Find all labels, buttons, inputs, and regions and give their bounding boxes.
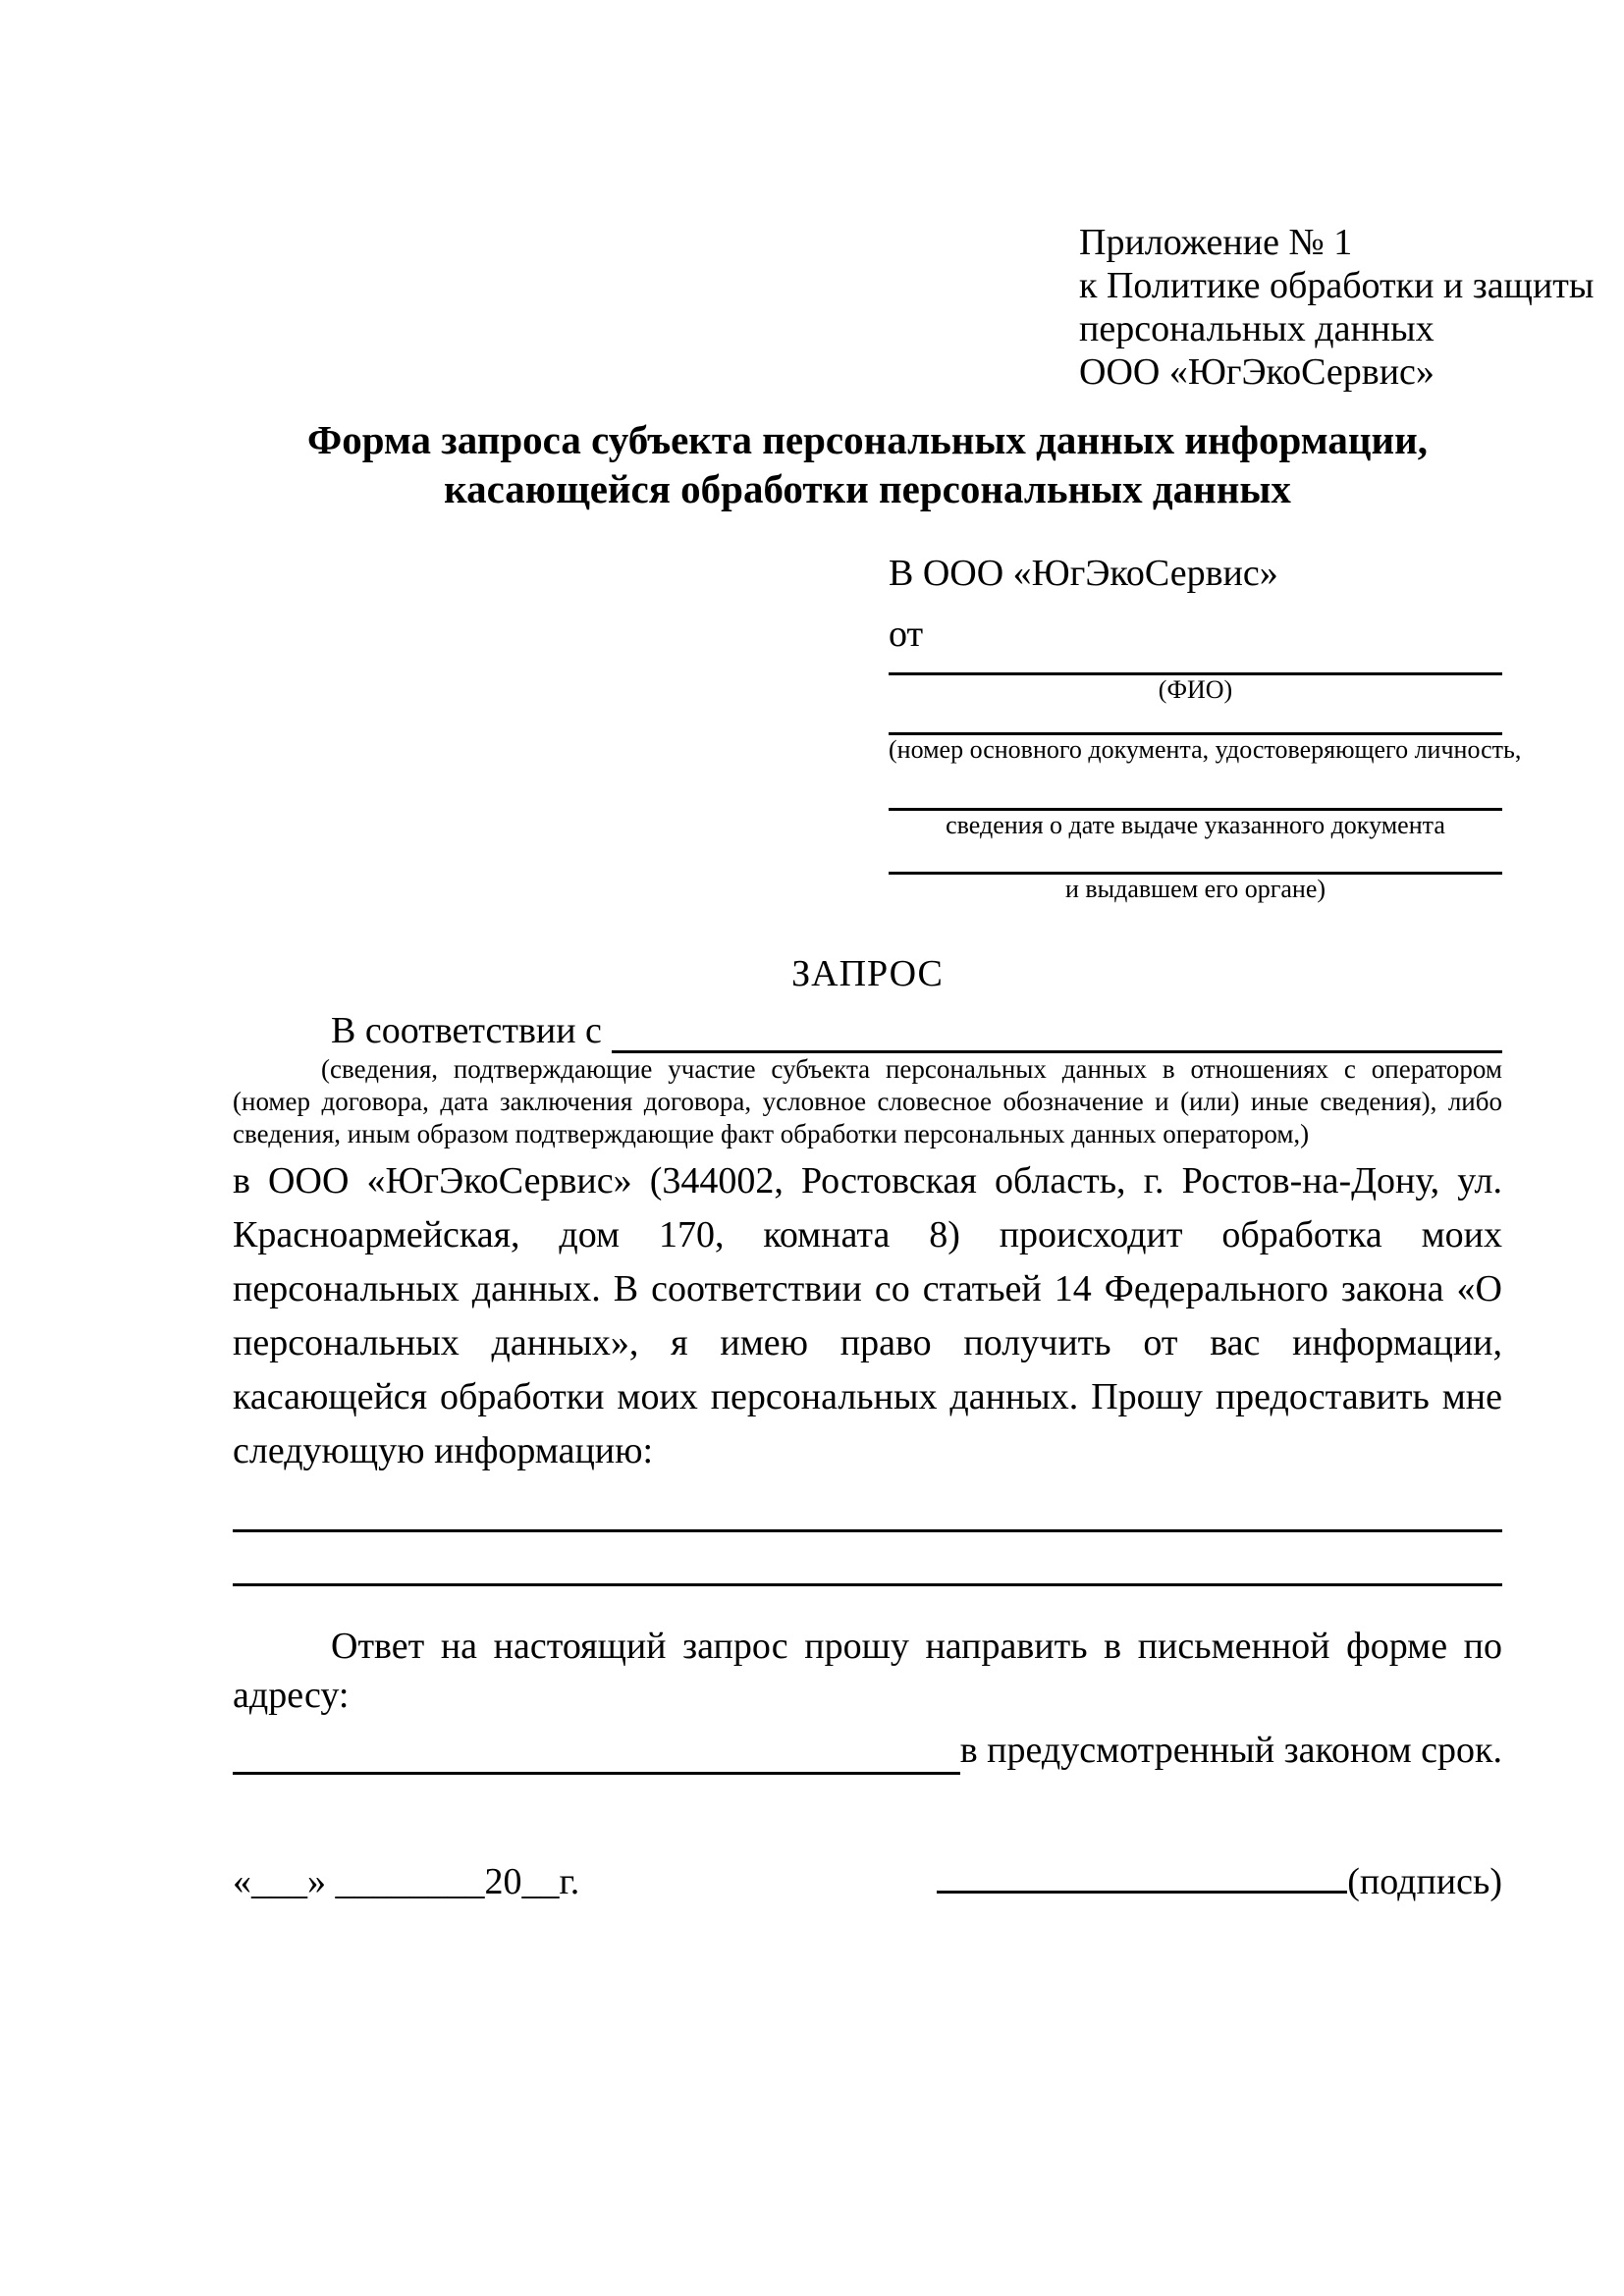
reply-tail-text: в предусмотренный законом срок. [959, 1730, 1502, 1771]
signature-label: (подпись) [1347, 1861, 1502, 1902]
signature-field [937, 1859, 1502, 1904]
title-line-1: Форма запроса субъекта персональных данных информации, [307, 417, 1428, 462]
addressee-to: В ООО «ЮгЭкоСервис» [889, 553, 1278, 594]
id-number-field-line [889, 705, 1502, 735]
date-field: «___» ________20__г. [233, 1861, 580, 1902]
addressee-block [889, 551, 1522, 904]
request-heading: ЗАПРОС [791, 953, 944, 994]
issue-date-field-line [889, 765, 1502, 811]
address-fill-line [233, 1726, 960, 1775]
reply-address-row [233, 1726, 1502, 1775]
signature-row [233, 1859, 1502, 1904]
id-number-field-label: (номер основного документа, удостоверяющего личность, [889, 735, 1522, 764]
header-note-line: персональных данных [1079, 308, 1435, 349]
issuer-field-line [889, 840, 1502, 875]
fio-field-line [889, 657, 1502, 675]
reply-paragraph: Ответ на настоящий запрос прошу направить в письменной форме по адресу: [233, 1626, 1502, 1716]
header-note [1079, 221, 1595, 394]
signature-line [937, 1861, 1347, 1894]
issue-date-field-label: сведения о дате выдаче указанного документа [946, 811, 1445, 839]
title-line-2: касающейся обработки персональных данных [444, 466, 1291, 511]
issuer-field-label: и выдавшем его органе) [1064, 875, 1326, 903]
fine-print-note: (сведения, подтверждающие участие субъекта персональных данных в отношениях с оператором (номер договора, дата заключения договора, условное словесное обозначение и (или) иные сведения), либо сведения, иным образом подтверждающие факт обработки персональных данных оператором,) [233, 1054, 1502, 1148]
document-title [233, 415, 1502, 513]
answer-blank-line-2 [233, 1532, 1502, 1586]
answer-blank-line-1 [233, 1478, 1502, 1532]
fio-field-label: (ФИО) [1158, 675, 1233, 704]
addressee-from: от [889, 614, 924, 655]
intro-paragraph [233, 1008, 1502, 1053]
body-paragraph: в ООО «ЮгЭкоСервис» (344002, Ростовская область, г. Ростов-на-Дону, ул. Красноармейская, дом 170, комната 8) происходит обработка моих персональных данных. В соответствии со статьей 14 Федерального закона «О персональных данных», я имею право получить от вас информации, касающейся обработки моих персональных данных. Прошу предоставить мне следующую информацию: [233, 1160, 1502, 1471]
intro-fill-line [612, 1008, 1502, 1053]
header-note-line: к Политике обработки и защиты [1079, 265, 1595, 306]
header-note-line: ООО «ЮгЭкоСервис» [1079, 351, 1435, 393]
header-note-line: Приложение № 1 [1079, 222, 1353, 263]
intro-text: В соответствии с [331, 1010, 602, 1051]
